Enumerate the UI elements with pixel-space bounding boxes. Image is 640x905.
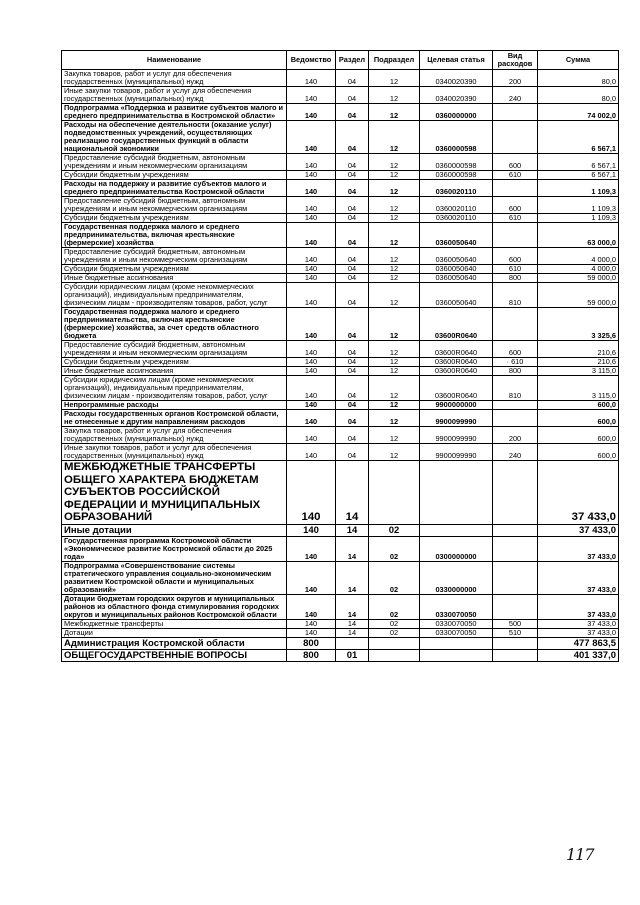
cell-section: 14	[336, 628, 369, 637]
table-row	[62, 197, 619, 214]
header-expense-type: Вид расходов	[493, 51, 538, 70]
table-row	[62, 248, 619, 265]
cell-subsection: 12	[369, 367, 420, 376]
cell-target: 0330070050	[420, 619, 493, 628]
cell-section: 04	[336, 154, 369, 171]
cell-section: 14	[336, 524, 369, 536]
cell-name: Субсидии бюджетным учреждениям	[62, 214, 287, 223]
table-row	[62, 410, 619, 427]
cell-target: 0330070050	[420, 628, 493, 637]
cell-subsection: 02	[369, 524, 420, 536]
cell-section: 04	[336, 171, 369, 180]
cell-expense-type: 600	[493, 197, 538, 214]
table-row	[62, 619, 619, 628]
cell-name: Предоставление субсидий бюджетным, автономным учреждениям и иным некоммерческим организациям	[62, 341, 287, 358]
table-row	[62, 637, 619, 649]
cell-sum: 3 325,6	[538, 308, 619, 341]
cell-expense-type: 500	[493, 619, 538, 628]
cell-department: 140	[287, 376, 336, 401]
cell-subsection: 02	[369, 536, 420, 561]
cell-subsection: 12	[369, 121, 420, 154]
table-row	[62, 104, 619, 121]
table-row	[62, 524, 619, 536]
cell-section: 04	[336, 104, 369, 121]
table-row	[62, 461, 619, 525]
header-section: Раздел	[336, 51, 369, 70]
cell-name: Государственная программа Костромской области «Экономическое развитие Костромской области до 2025 года»	[62, 536, 287, 561]
cell-subsection: 12	[369, 427, 420, 444]
cell-expense-type: 200	[493, 427, 538, 444]
cell-section: 04	[336, 223, 369, 248]
cell-name: Расходы на поддержку и развитие субъектов малого и среднего предпринимательства Костромской области	[62, 180, 287, 197]
table-row	[62, 628, 619, 637]
cell-subsection: 12	[369, 214, 420, 223]
cell-section: 04	[336, 121, 369, 154]
cell-target: 0340020390	[420, 70, 493, 87]
cell-name: Государственная поддержка малого и среднего предпринимательства, включая крестьянские (фермерские) хозяйства	[62, 223, 287, 248]
cell-name: Межбюджетные трансферты	[62, 619, 287, 628]
cell-sum: 600,0	[538, 410, 619, 427]
cell-target	[420, 649, 493, 661]
table-row	[62, 223, 619, 248]
header-sum: Сумма	[538, 51, 619, 70]
cell-section: 14	[336, 619, 369, 628]
cell-section: 04	[336, 444, 369, 461]
cell-name: Администрация Костромской области	[62, 637, 287, 649]
cell-section: 04	[336, 308, 369, 341]
cell-expense-type	[493, 637, 538, 649]
table-row	[62, 70, 619, 87]
cell-sum: 63 000,0	[538, 223, 619, 248]
table-row	[62, 444, 619, 461]
cell-department: 140	[287, 180, 336, 197]
cell-department: 140	[287, 308, 336, 341]
cell-sum: 600,0	[538, 444, 619, 461]
cell-target: 0330070050	[420, 594, 493, 619]
cell-sum: 6 567,1	[538, 154, 619, 171]
cell-expense-type	[493, 401, 538, 410]
cell-subsection: 12	[369, 180, 420, 197]
cell-target: 0360020110	[420, 197, 493, 214]
cell-name: Субсидии бюджетным учреждениям	[62, 358, 287, 367]
cell-name: Субсидии бюджетным учреждениям	[62, 171, 287, 180]
cell-target: 0360000598	[420, 154, 493, 171]
cell-sum: 37 433,0	[538, 524, 619, 536]
cell-department: 140	[287, 628, 336, 637]
cell-sum: 59 000,0	[538, 274, 619, 283]
cell-expense-type: 610	[493, 171, 538, 180]
cell-subsection: 12	[369, 87, 420, 104]
cell-target: 0340020390	[420, 87, 493, 104]
cell-department: 140	[287, 401, 336, 410]
cell-sum: 37 433,0	[538, 619, 619, 628]
cell-target: 03600R0640	[420, 308, 493, 341]
table-row	[62, 274, 619, 283]
cell-department: 140	[287, 197, 336, 214]
page-number: 117	[566, 845, 594, 864]
cell-sum: 37 433,0	[538, 628, 619, 637]
cell-expense-type	[493, 223, 538, 248]
cell-department: 140	[287, 70, 336, 87]
cell-section: 14	[336, 561, 369, 594]
cell-target: 9900000000	[420, 401, 493, 410]
table-row	[62, 214, 619, 223]
cell-department: 140	[287, 427, 336, 444]
cell-target: 0360020110	[420, 180, 493, 197]
cell-name: Закупка товаров, работ и услуг для обеспечения государственных (муниципальных) нужд	[62, 427, 287, 444]
cell-name: МЕЖБЮДЖЕТНЫЕ ТРАНСФЕРТЫ ОБЩЕГО ХАРАКТЕРА БЮДЖЕТАМ СУБЪЕКТОВ РОССИЙСКОЙ ФЕДЕРАЦИИ И МУНИЦИПАЛЬНЫХ ОБРАЗОВАНИЙ	[62, 461, 287, 525]
cell-name: Субсидии бюджетным учреждениям	[62, 265, 287, 274]
table-row	[62, 649, 619, 661]
cell-target	[420, 524, 493, 536]
table-row	[62, 594, 619, 619]
cell-name: Закупка товаров, работ и услуг для обеспечения государственных (муниципальных) нужд	[62, 70, 287, 87]
cell-name: Подпрограмма «Поддержка и развитие субъектов малого и среднего предпринимательства в Костромской области»	[62, 104, 287, 121]
cell-sum: 6 567,1	[538, 171, 619, 180]
cell-sum: 6 567,1	[538, 121, 619, 154]
cell-name: Дотации бюджетам городских округов и муниципальных районов из областного фонда стимулирования городских округов и муниципальных районов Костромской области	[62, 594, 287, 619]
cell-expense-type: 610	[493, 265, 538, 274]
cell-sum: 210,6	[538, 341, 619, 358]
cell-department: 140	[287, 121, 336, 154]
cell-section: 14	[336, 594, 369, 619]
cell-section: 04	[336, 197, 369, 214]
cell-subsection: 02	[369, 561, 420, 594]
cell-department: 140	[287, 367, 336, 376]
cell-section: 14	[336, 461, 369, 525]
cell-department: 140	[287, 248, 336, 265]
cell-expense-type	[493, 649, 538, 661]
cell-department: 140	[287, 619, 336, 628]
cell-sum: 3 115,0	[538, 376, 619, 401]
cell-name: Предоставление субсидий бюджетным, автономным учреждениям и иным некоммерческим организациям	[62, 197, 287, 214]
cell-subsection: 12	[369, 248, 420, 265]
cell-section: 04	[336, 248, 369, 265]
cell-name: Иные бюджетные ассигнования	[62, 367, 287, 376]
table-row	[62, 561, 619, 594]
cell-subsection: 12	[369, 104, 420, 121]
cell-department: 140	[287, 594, 336, 619]
cell-section: 04	[336, 427, 369, 444]
table-body	[62, 70, 619, 662]
cell-name: Предоставление субсидий бюджетным, автономным учреждениям и иным некоммерческим организациям	[62, 248, 287, 265]
cell-target: 0360050640	[420, 265, 493, 274]
cell-subsection: 12	[369, 197, 420, 214]
cell-expense-type	[493, 121, 538, 154]
cell-subsection: 12	[369, 154, 420, 171]
cell-target: 0360000000	[420, 104, 493, 121]
cell-section: 04	[336, 358, 369, 367]
cell-subsection: 12	[369, 401, 420, 410]
cell-sum: 37 433,0	[538, 594, 619, 619]
cell-expense-type	[493, 461, 538, 525]
cell-sum: 600,0	[538, 401, 619, 410]
cell-name: Иные дотации	[62, 524, 287, 536]
table-row	[62, 265, 619, 274]
cell-sum: 74 002,0	[538, 104, 619, 121]
table-row	[62, 283, 619, 308]
cell-subsection: 12	[369, 444, 420, 461]
cell-target: 03600R0640	[420, 367, 493, 376]
cell-name: Субсидии юридическим лицам (кроме некоммерческих организаций), индивидуальным предпринимателям, физическим лицам - производителям товаров, работ, услуг	[62, 376, 287, 401]
cell-subsection: 12	[369, 358, 420, 367]
table-row	[62, 341, 619, 358]
cell-section: 04	[336, 376, 369, 401]
cell-department: 140	[287, 536, 336, 561]
header-subsection: Подраздел	[369, 51, 420, 70]
cell-expense-type: 810	[493, 283, 538, 308]
cell-subsection: 02	[369, 628, 420, 637]
table-row	[62, 154, 619, 171]
cell-section: 04	[336, 410, 369, 427]
table-row	[62, 180, 619, 197]
cell-subsection	[369, 649, 420, 661]
cell-sum: 80,0	[538, 87, 619, 104]
cell-expense-type: 510	[493, 628, 538, 637]
cell-section: 04	[336, 367, 369, 376]
cell-subsection: 12	[369, 376, 420, 401]
table-row	[62, 171, 619, 180]
cell-expense-type	[493, 561, 538, 594]
cell-subsection: 12	[369, 171, 420, 180]
table-row	[62, 427, 619, 444]
cell-subsection: 12	[369, 283, 420, 308]
cell-target	[420, 461, 493, 525]
cell-name: Предоставление субсидий бюджетным, автономным учреждениям и иным некоммерческим организациям	[62, 154, 287, 171]
cell-sum: 600,0	[538, 427, 619, 444]
cell-sum: 1 109,3	[538, 214, 619, 223]
cell-department: 140	[287, 561, 336, 594]
cell-department: 140	[287, 283, 336, 308]
cell-department: 140	[287, 358, 336, 367]
cell-department: 140	[287, 274, 336, 283]
cell-expense-type	[493, 594, 538, 619]
cell-sum: 4 000,0	[538, 265, 619, 274]
cell-section: 04	[336, 401, 369, 410]
cell-name: Иные бюджетные ассигнования	[62, 274, 287, 283]
cell-expense-type: 240	[493, 444, 538, 461]
cell-section: 01	[336, 649, 369, 661]
cell-section: 04	[336, 70, 369, 87]
cell-subsection: 12	[369, 308, 420, 341]
cell-name: Расходы государственных органов Костромской области, не отнесенные к другим направлениям расходов	[62, 410, 287, 427]
cell-subsection: 02	[369, 619, 420, 628]
cell-name: Иные закупки товаров, работ и услуг для обеспечения государственных (муниципальных) нужд	[62, 87, 287, 104]
cell-target: 9900099990	[420, 444, 493, 461]
budget-table	[61, 50, 619, 662]
cell-subsection	[369, 461, 420, 525]
cell-sum: 37 433,0	[538, 561, 619, 594]
cell-expense-type: 600	[493, 248, 538, 265]
cell-section: 04	[336, 274, 369, 283]
cell-target: 0300000000	[420, 536, 493, 561]
cell-sum: 80,0	[538, 70, 619, 87]
cell-target: 9900099990	[420, 427, 493, 444]
cell-department: 140	[287, 461, 336, 525]
table-row	[62, 121, 619, 154]
table-row	[62, 308, 619, 341]
cell-expense-type: 600	[493, 341, 538, 358]
cell-sum: 1 109,3	[538, 180, 619, 197]
cell-department: 140	[287, 524, 336, 536]
cell-name: Государственная поддержка малого и среднего предпринимательства, включая крестьянские (фермерские) хозяйства, за счет средств областного бюджета	[62, 308, 287, 341]
cell-subsection	[369, 637, 420, 649]
cell-subsection: 12	[369, 265, 420, 274]
cell-department: 140	[287, 223, 336, 248]
cell-section	[336, 637, 369, 649]
cell-name: Иные закупки товаров, работ и услуг для обеспечения государственных (муниципальных) нужд	[62, 444, 287, 461]
cell-target: 9900099990	[420, 410, 493, 427]
cell-target: 0360050640	[420, 274, 493, 283]
table-row	[62, 358, 619, 367]
cell-target: 0360000598	[420, 121, 493, 154]
cell-department: 800	[287, 637, 336, 649]
cell-expense-type: 240	[493, 87, 538, 104]
cell-expense-type	[493, 524, 538, 536]
cell-section: 04	[336, 283, 369, 308]
cell-name: Подпрограмма «Совершенствование системы стратегического управления социально-экономическим развитием Костромской области и муниципальных образований»	[62, 561, 287, 594]
cell-target	[420, 637, 493, 649]
cell-target: 0360050640	[420, 223, 493, 248]
header-row	[62, 51, 619, 70]
cell-target: 0360050640	[420, 283, 493, 308]
cell-name: Дотации	[62, 628, 287, 637]
cell-target: 0360000598	[420, 171, 493, 180]
table-row	[62, 376, 619, 401]
cell-expense-type	[493, 536, 538, 561]
cell-department: 140	[287, 444, 336, 461]
header-department: Ведомство	[287, 51, 336, 70]
cell-subsection: 12	[369, 223, 420, 248]
cell-subsection: 12	[369, 274, 420, 283]
cell-department: 140	[287, 410, 336, 427]
cell-expense-type: 800	[493, 367, 538, 376]
cell-name: ОБЩЕГОСУДАРСТВЕННЫЕ ВОПРОСЫ	[62, 649, 287, 661]
cell-subsection: 12	[369, 341, 420, 358]
cell-sum: 59 000,0	[538, 283, 619, 308]
cell-section: 04	[336, 265, 369, 274]
cell-sum: 477 863,5	[538, 637, 619, 649]
cell-sum: 401 337,0	[538, 649, 619, 661]
cell-section: 14	[336, 536, 369, 561]
cell-section: 04	[336, 180, 369, 197]
cell-department: 140	[287, 154, 336, 171]
header-name: Наименование	[62, 51, 287, 70]
cell-expense-type: 200	[493, 70, 538, 87]
cell-sum: 37 433,0	[538, 461, 619, 525]
cell-subsection: 12	[369, 70, 420, 87]
cell-section: 04	[336, 341, 369, 358]
cell-expense-type: 600	[493, 154, 538, 171]
cell-expense-type	[493, 104, 538, 121]
cell-department: 140	[287, 87, 336, 104]
cell-sum: 1 109,3	[538, 197, 619, 214]
cell-expense-type: · 610	[493, 358, 538, 367]
cell-department: 140	[287, 214, 336, 223]
cell-name: Непрограммные расходы	[62, 401, 287, 410]
cell-expense-type	[493, 308, 538, 341]
cell-name: Субсидии юридическим лицам (кроме некоммерческих организаций), индивидуальным предпринимателям, физическим лицам - производителям товаров, работ, услуг	[62, 283, 287, 308]
table-row	[62, 87, 619, 104]
cell-expense-type: 610	[493, 214, 538, 223]
header-target: Целевая статья	[420, 51, 493, 70]
cell-subsection: 02	[369, 594, 420, 619]
cell-target: 0330000000	[420, 561, 493, 594]
cell-target: 03600R0640	[420, 358, 493, 367]
cell-target: 0360050640	[420, 248, 493, 265]
cell-expense-type: 810	[493, 376, 538, 401]
cell-department: 140	[287, 265, 336, 274]
cell-department: 800	[287, 649, 336, 661]
cell-expense-type	[493, 180, 538, 197]
table-row	[62, 367, 619, 376]
cell-target: 0360020110	[420, 214, 493, 223]
cell-section: 04	[336, 87, 369, 104]
cell-sum: 37 433,0	[538, 536, 619, 561]
cell-expense-type: 800	[493, 274, 538, 283]
table-row	[62, 536, 619, 561]
cell-section: 04	[336, 214, 369, 223]
table-row	[62, 401, 619, 410]
cell-department: 140	[287, 104, 336, 121]
cell-sum: 4 000,0	[538, 248, 619, 265]
cell-department: 140	[287, 171, 336, 180]
cell-sum: 3 115,0	[538, 367, 619, 376]
cell-department: 140	[287, 341, 336, 358]
cell-name: Расходы на обеспечение деятельности (оказание услуг) подведомственных учреждений, осуществляющих реализацию государственных функций в области национальной экономики	[62, 121, 287, 154]
cell-sum: 210,6	[538, 358, 619, 367]
cell-expense-type	[493, 410, 538, 427]
cell-target: 03600R0640	[420, 341, 493, 358]
cell-subsection: 12	[369, 410, 420, 427]
cell-target: 03600R0640	[420, 376, 493, 401]
